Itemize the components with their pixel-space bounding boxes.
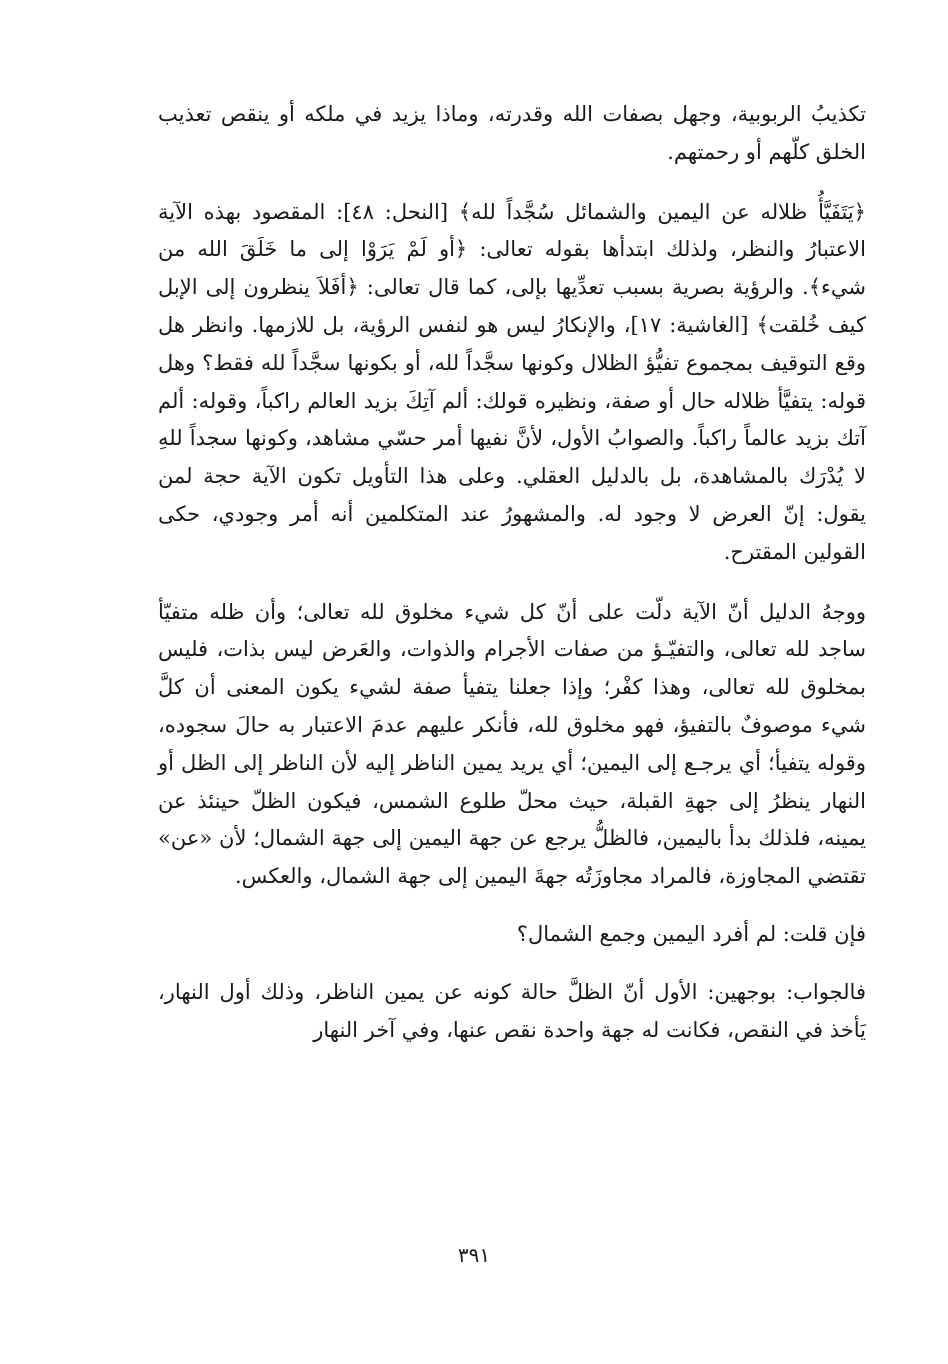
paragraph-2: ﴿يَتَفَيَّأُ ظلاله عن اليمين والشمائل سُجَّداً لله﴾ [النحل: ٤٨]: المقصود بهذه الآية الاعتبارُ والنظر، ولذلك ابتدأها بقوله تعالى: ﴿أو لَمْ يَرَوْا إلى ما خَلَقَ الله من شيء﴾. والرؤية بصرية بسبب تعدِّيها بإلى، كما قال تعالى: ﴿أفَلاَ ينظرون إلى الإبل كيف خُلقت﴾ [الغاشية: ١٧]، والإنكارُ ليس هو لنفس الرؤية، بل للازمها. وانظر هل وقع التوقيف بمجموع تفيُّؤ الظلال وكونها سجَّداً لله، أو بكونها سجَّداً لله فقط؟ وهل قوله: يتفيَّأ ظلاله حال أو صفة، ونظيره قولك: ألم آتِكَ بزيد العالم راكباً، وقوله: ألم آتك بزيد عالماً راكباً. والصوابُ الأول، لأنَّ نفيها أمر حسّي مشاهد، وكونها سجداً للهِ لا يُدْرَك بالمشاهدة، بل بالدليل العقلي. وعلى هذا التأويل تكون الآية حجة لمن يقول: إنّ العرض لا وجود له. والمشهورُ عند المتكلمين أنه أمر وجودي، حكى القولين المقترح. <box>158 199 866 564</box>
paragraph-5-answer: فالجواب: بوجهين: الأول أنّ الظلَّ حالة كونه عن يمين الناظر، وذلك أول النهار، يَأخذ في النقص، فكانت له جهة واحدة نقص عنها، وفي آخر النهار <box>158 979 866 1042</box>
paragraph-4-question: فإن قلت: لم أفرد اليمين وجمع الشمال؟ <box>516 921 866 946</box>
page-body <box>158 96 866 1049</box>
page-number: ٣٩١ <box>457 1243 491 1267</box>
paragraph-1: تكذيبُ الربوبية، وجهل بصفات الله وقدرته، وماذا يزيد في ملكه أو ينقص تعذيب الخلق كلّهم أو رحمتهم. <box>158 102 866 164</box>
paragraph-3: ووجهُ الدليل أنّ الآية دلّت على أنّ كل شيء مخلوق لله تعالى؛ وأن ظله متفيّأ ساجد لله تعالى، والتفيّـؤ من صفات الأجرام والذوات، والعَرض ليس بذات، فليس بمخلوق لله تعالى، وهذا كفْر؛ وإذا جعلنا يتفيأ صفة لشيء يكون المعنى أن كلَّ شيء موصوفٌ بالتفيؤ، فهو مخلوق لله، فأنكر عليهم عدمَ الاعتبار به حالَ سجوده، وقوله يتفيأ؛ أي يرجـع إلى اليمين؛ أي يريد يمين الناظر إليه لأن الناظر إلى الظل أو النهار ينظرُ إلى جهةِ القبلة، حيث محلّ طلوع الشمس، فيكون الظلّ حينئذ عن يمينه، فلذلك بدأ باليمين، فالظلُّ يرجع عن جهة اليمين إلى جهة الشمال؛ لأن «عن» تقتضي المجاوزة، فالمراد مجاوزَتُه جهةَ اليمين إلى جهة الشمال، والعكس. <box>158 599 866 889</box>
